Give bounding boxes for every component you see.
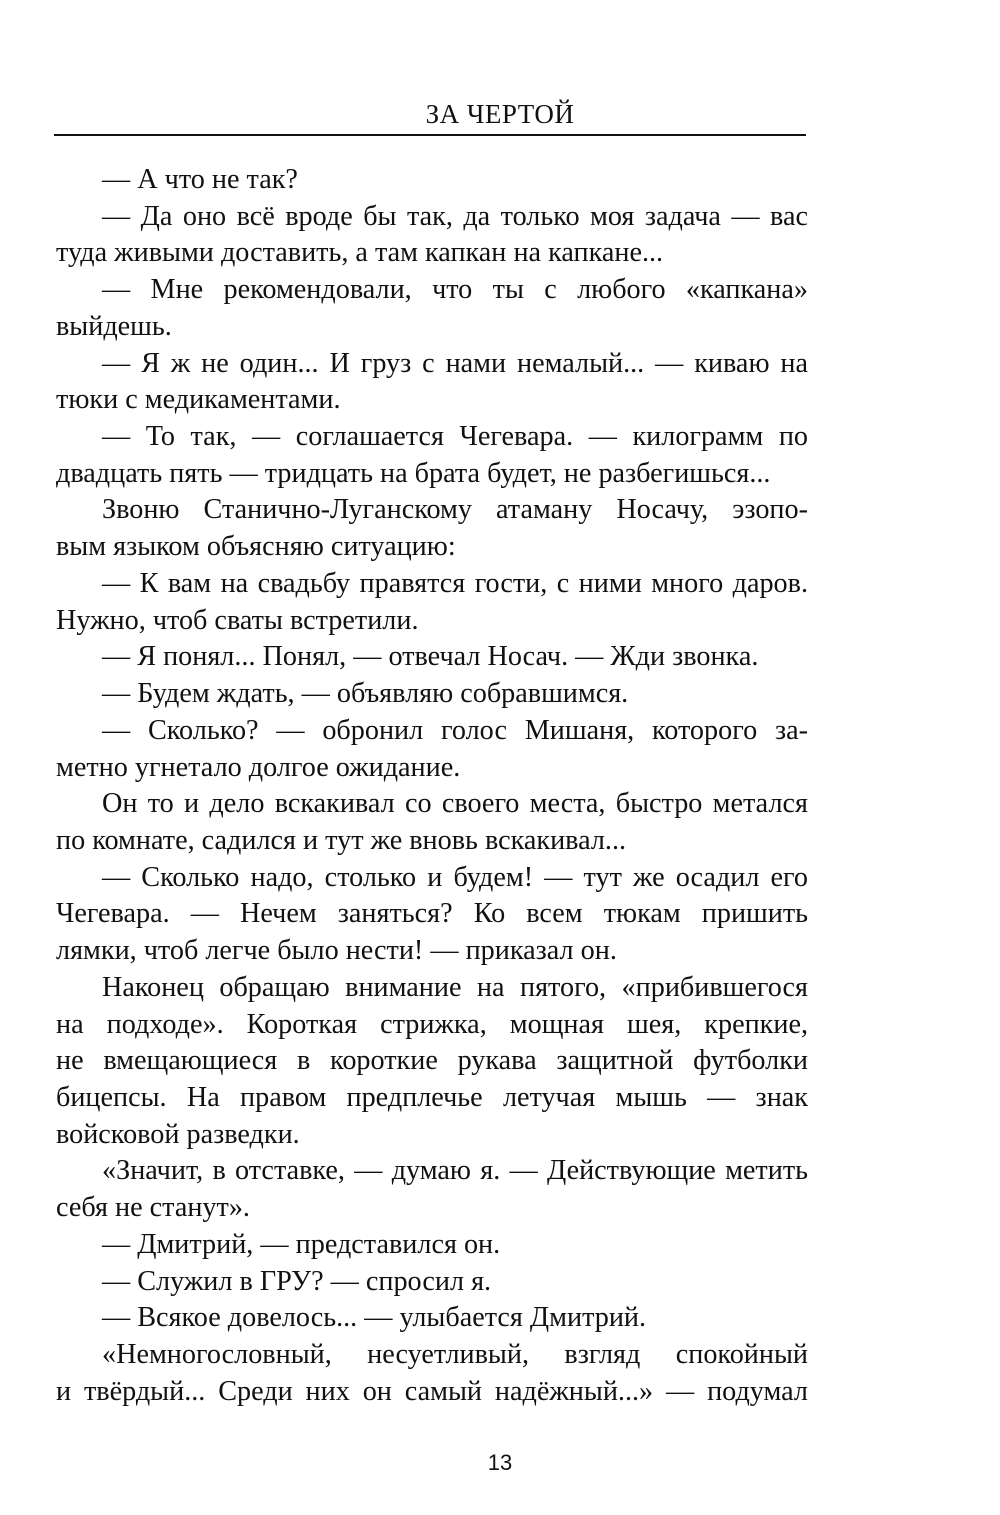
text-line: Он то и дело вскакивал со своего места, быстро метался bbox=[102, 788, 808, 820]
text-line: себя не станут». bbox=[56, 1192, 250, 1224]
text-line: — Мне рекомендовали, что ты с любого «капкана» bbox=[102, 274, 808, 306]
body-text bbox=[56, 162, 808, 1410]
text-line: «Немногословный, несуетливый, взгляд спокойный bbox=[102, 1339, 808, 1370]
text-line: войсковой разведки. bbox=[56, 1118, 300, 1150]
header-rule bbox=[54, 134, 806, 136]
page-number: 13 bbox=[487, 1450, 513, 1475]
text-line: — Дмитрий, — представился он. bbox=[102, 1228, 501, 1260]
text-line: бицепсы. На правом предплечье летучая мышь — знак bbox=[56, 1081, 808, 1113]
text-line: по комнате, садился и тут же вновь вскакивал... bbox=[56, 824, 627, 856]
text-line: Чегевара. — Нечем заняться? Ко всем тюкам пришить bbox=[56, 898, 808, 930]
text-line: — Сколько надо, столько и будем! — тут же осадил его bbox=[102, 861, 808, 893]
text-line: тюки с медикаментами. bbox=[56, 384, 341, 416]
text-line: «Значит, в отставке, — думаю я. — Действующие метить bbox=[102, 1155, 808, 1187]
running-title: ЗА ЧЕРТОЙ bbox=[425, 99, 575, 129]
text-line: — Я понял... Понял, — отвечал Носач. — Жди звонка. bbox=[102, 641, 759, 673]
text-line: и твёрдый... Среди них он самый надёжный...» — подумал bbox=[56, 1375, 808, 1407]
text-line: — Я ж не один... И груз с нами немалый... — киваю на bbox=[102, 347, 808, 379]
text-line: выйдешь. bbox=[56, 310, 172, 342]
text-line: — Сколько? — обронил голос Мишаня, которого за- bbox=[102, 714, 808, 746]
text-line: — К вам на свадьбу правятся гости, с ними много даров. bbox=[102, 567, 808, 599]
text-line: лямки, чтоб легче было нести! — приказал он. bbox=[56, 935, 617, 967]
text-line: Звоню Станично-Луганскому атаману Носачу, эзопо- bbox=[102, 494, 808, 526]
text-line: — Да оно всё вроде бы так, да только моя задача — вас bbox=[102, 200, 808, 232]
text-line: — Будем ждать, — объявляю собравшимся. bbox=[102, 678, 629, 710]
text-line: Нужно, чтоб сваты встретили. bbox=[56, 604, 419, 636]
text-line: на подходе». Короткая стрижка, мощная шея, крепкие, bbox=[56, 1008, 808, 1040]
text-line: метно угнетало долгое ожидание. bbox=[56, 751, 461, 783]
text-line: туда живыми доставить, а там капкан на капкане... bbox=[56, 237, 664, 269]
text-line: — А что не так? bbox=[102, 164, 298, 195]
text-line: — Служил в ГРУ? — спросил я. bbox=[102, 1265, 492, 1297]
text-line: — Всякое довелось... — улыбается Дмитрий. bbox=[102, 1302, 647, 1334]
text-line: вым языком объясняю ситуацию: bbox=[56, 531, 456, 563]
text-line: не вмещающиеся в короткие рукава защитной футболки bbox=[56, 1045, 808, 1077]
text-line: — То так, — соглашается Чегевара. — килограмм по bbox=[102, 421, 808, 453]
text-line: двадцать пять — тридцать на брата будет, не разбегишься... bbox=[56, 457, 771, 489]
text-line: Наконец обращаю внимание на пятого, «прибившегося bbox=[102, 971, 808, 1003]
